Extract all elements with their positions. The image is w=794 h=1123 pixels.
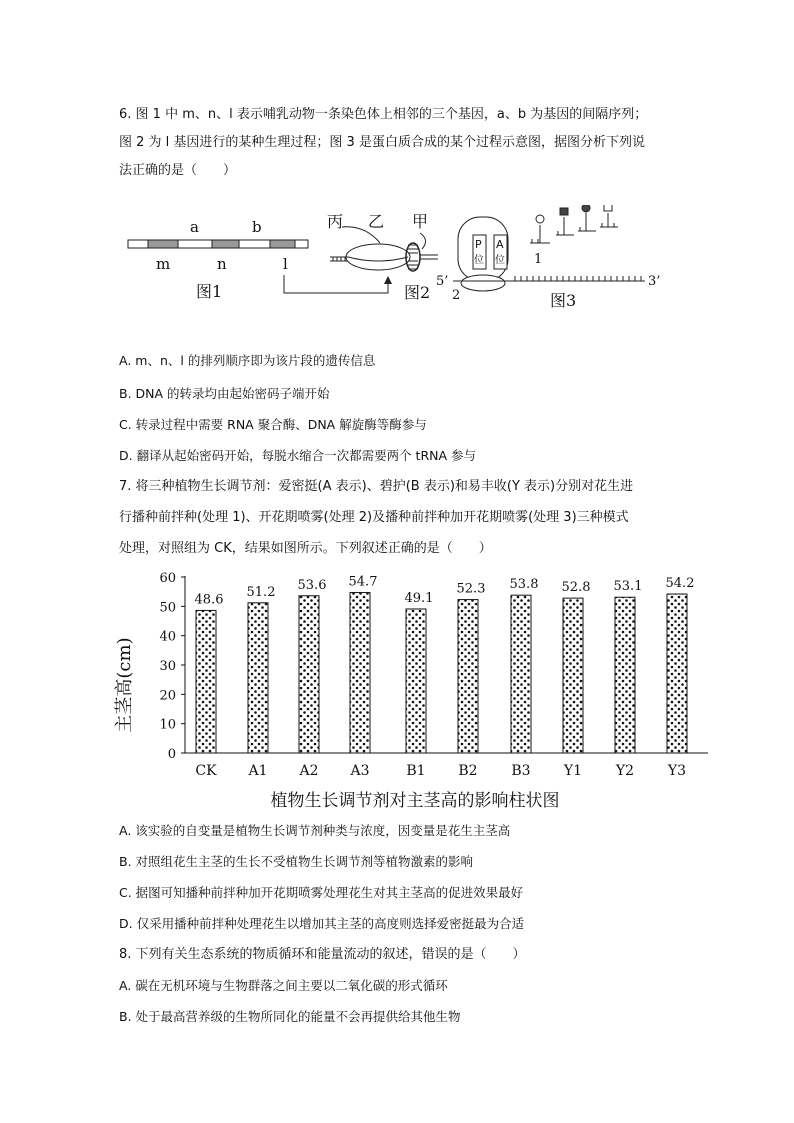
label-3-prime: 3’ xyxy=(648,274,661,289)
bars xyxy=(195,575,695,753)
q8-option-a: A. 碳在无机环境与生物群落之间主要以二氧化碳的形式循环 xyxy=(119,978,448,993)
gene-n xyxy=(212,240,239,248)
label-b: b xyxy=(252,218,262,236)
q6-figure-svg xyxy=(120,205,700,325)
label-a-site: A xyxy=(496,238,504,251)
data-label-y1: 52.8 xyxy=(561,580,591,596)
dna-left-rungs xyxy=(333,257,345,261)
figure3 xyxy=(436,205,660,310)
x-tick-label-y3: Y3 xyxy=(667,763,687,779)
label-jia: 甲 xyxy=(412,212,429,231)
q7-option-a: A. 该实验的自变量是植物生长调节剂种类与浓度，因变量是花生主茎高 xyxy=(119,823,511,838)
bar-a2 xyxy=(299,596,319,753)
q8-stem: 8. 下列有关生态系统的物质循环和能量流动的叙述，错误的是（ ） xyxy=(119,947,526,962)
ribosome-small xyxy=(461,275,505,291)
bar-b2 xyxy=(458,600,478,753)
amino-acid-4 xyxy=(604,205,612,211)
q6-stem-line2: 图 2 为 l 基因进行的某种生理过程；图 3 是蛋白质合成的某个过程示意图，据图分析下列说 xyxy=(119,135,645,150)
bar-a1 xyxy=(248,603,268,753)
figure2 xyxy=(327,212,438,302)
x-tick-label-ck: CK xyxy=(195,763,217,779)
bar-b1 xyxy=(406,609,426,753)
y-tick-label: 60 xyxy=(159,571,176,586)
transcription-bubble xyxy=(346,244,410,270)
q7-option-b: B. 对照组花生主茎的生长不受植物生长调节剂等植物激素的影响 xyxy=(119,854,474,869)
bar-chart xyxy=(110,560,720,815)
figure3-caption: 图3 xyxy=(550,291,577,310)
q6-figures xyxy=(120,205,700,325)
y-ticks xyxy=(159,571,185,762)
chart-title: 植物生长调节剂对主茎高的影响柱状图 xyxy=(270,791,560,811)
label-yi: 乙 xyxy=(368,212,385,231)
label-2: 2 xyxy=(452,288,461,303)
leader-jia xyxy=(420,233,426,249)
figure1 xyxy=(128,218,392,301)
q7-stem-line3: 处理，对照组为 CK，结果如图所示。下列叙述正确的是（ ） xyxy=(119,541,492,556)
q6-option-b: B. DNA 的转录均由起始密码子端开始 xyxy=(119,386,330,401)
data-label-b1: 49.1 xyxy=(404,590,434,606)
label-n: n xyxy=(217,255,227,273)
x-tick-label-y2: Y2 xyxy=(615,763,635,779)
figure1-caption: 图1 xyxy=(196,282,223,301)
y-tick-label: 0 xyxy=(167,747,176,762)
x-tick-label-b2: B2 xyxy=(458,763,478,779)
bar-b3 xyxy=(511,595,531,753)
trna-2-base xyxy=(556,231,574,235)
data-label-y3: 54.2 xyxy=(665,576,695,592)
label-1: 1 xyxy=(534,252,543,267)
x-tick-label-y1: Y1 xyxy=(563,763,583,779)
data-label-ck: 48.6 xyxy=(194,592,224,608)
x-tick-label-a3: A3 xyxy=(350,763,370,779)
data-label-a2: 53.6 xyxy=(297,577,327,593)
bar-y2 xyxy=(615,597,635,753)
q6-stem-line3: 法正确的是（ ） xyxy=(119,163,237,178)
data-label-y2: 53.1 xyxy=(613,579,643,595)
y-tick-label: 20 xyxy=(159,688,176,704)
q7-stem-line1: 7. 将三种植物生长调节剂：爱密挺(A 表示)、碧护(B 表示)和易丰收(Y 表示)分别对花生进 xyxy=(119,479,634,494)
q8-option-b: B. 处于最高营养级的生物所同化的能量不会再提供给其他生物 xyxy=(119,1009,461,1024)
trna-3-base xyxy=(578,227,596,231)
figure2-caption: 图2 xyxy=(404,283,431,302)
label-l: l xyxy=(283,255,288,273)
rna-strand xyxy=(348,257,408,261)
label-bing: 丙 xyxy=(327,212,344,231)
y-tick-label: 10 xyxy=(159,717,176,733)
bar-ck xyxy=(196,610,216,753)
gene-l xyxy=(270,240,295,248)
y-tick-label: 40 xyxy=(159,629,176,645)
arrow-line xyxy=(284,275,388,293)
label-a: a xyxy=(190,218,199,236)
gene-m xyxy=(148,240,178,248)
mrna-codon-ticks xyxy=(515,276,641,281)
x-tick-label-a2: A2 xyxy=(299,763,319,779)
label-p: P xyxy=(475,238,482,251)
bar-y3 xyxy=(667,594,687,753)
label-p-wei: 位 xyxy=(474,255,484,266)
y-tick-label: 30 xyxy=(159,659,176,674)
x-tick-label-b1: B1 xyxy=(406,763,426,779)
q7-option-c: C. 据图可知播种前拌种加开花期喷雾处理花生对其主茎高的促进效果最好 xyxy=(119,885,524,900)
q7-stem-line2: 行播种前拌种(处理 1)、开花期喷雾(处理 2)及播种前拌种加开花期喷雾(处理 3)三种模式 xyxy=(119,510,629,525)
amino-acid-1 xyxy=(536,215,544,223)
bar-chart-svg xyxy=(110,560,720,815)
amino-acid-3 xyxy=(582,205,590,212)
data-label-a1: 51.2 xyxy=(246,584,276,600)
trna-group xyxy=(530,205,618,243)
x-tick-labels xyxy=(195,763,686,779)
q7-option-d: D. 仅采用播种前拌种处理花生以增加其主茎的高度则选择爱密挺最为合适 xyxy=(119,916,525,931)
q6-option-c: C. 转录过程中需要 RNA 聚合酶、DNA 解旋酶等酶参与 xyxy=(119,417,427,432)
q6-option-a: A. m、n、l 的排列顺序即为该片段的遗传信息 xyxy=(119,353,376,368)
y-axis-label: 主茎高(cm) xyxy=(114,637,135,733)
x-tick-label-a1: A1 xyxy=(248,763,268,779)
x-tick-label-b3: B3 xyxy=(511,763,531,779)
arrow-head xyxy=(384,276,392,284)
label-5-prime: 5’ xyxy=(436,274,449,289)
rna-polymerase xyxy=(406,243,420,271)
data-label-a3: 54.7 xyxy=(348,574,378,590)
data-label-b3: 53.8 xyxy=(509,577,539,593)
data-label-b2: 52.3 xyxy=(456,581,486,597)
q6-stem-line1: 6. 图 1 中 m、n、l 表示哺乳动物一条染色体上相邻的三个基因，a、b 为基因的间隔序列； xyxy=(119,107,648,122)
amino-acid-2 xyxy=(560,208,568,215)
y-tick-label: 50 xyxy=(159,600,176,616)
bar-y1 xyxy=(563,598,583,753)
label-m: m xyxy=(156,255,171,273)
q6-option-d: D. 翻译从起始密码开始，每脱水缩合一次都需要两个 tRNA 参与 xyxy=(119,448,477,463)
bar-a3 xyxy=(350,593,370,753)
label-a-wei: 位 xyxy=(495,255,505,266)
trna-4-base xyxy=(600,223,618,227)
